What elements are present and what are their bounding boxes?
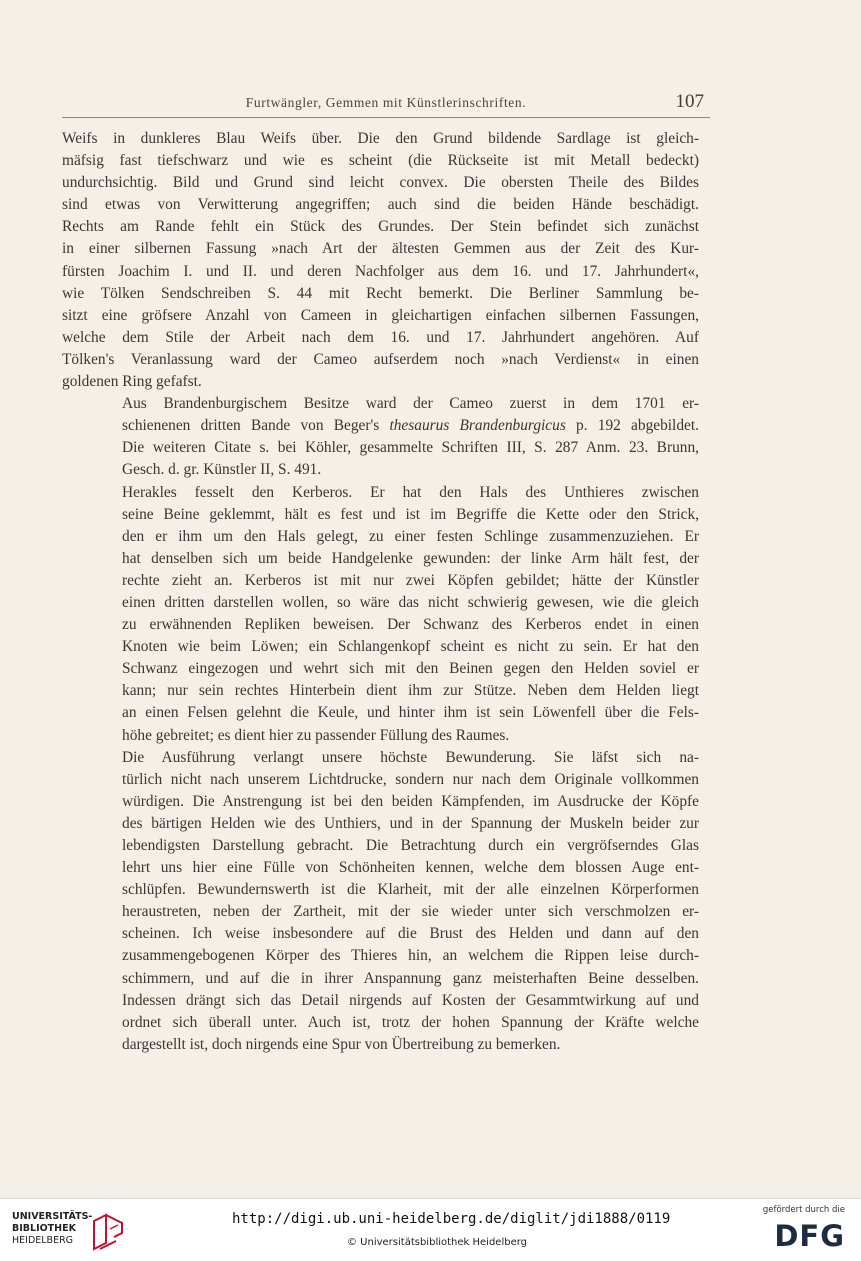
text-line: seine Beine geklemmt, hält es fest und ist im Begriffe die Kette oder den Strick,: [122, 505, 699, 523]
page-number: 107: [675, 91, 704, 112]
text-line: an einen Felsen gelehnt die Keule, und hinter ihm ist sein Löwenfell über die Fels-: [122, 704, 699, 722]
text-line: Die weiteren Citate s. bei Köhler, gesammelte Schriften III, S. 287 Anm. 23. Brunn,: [122, 439, 699, 457]
text-line: zu erwähnenden Repliken beweisen. Der Schwanz des Kerberos endet in einen: [122, 616, 699, 634]
text-line: sitzt eine gröfsere Anzahl von Cameen in gleichartigen einfachen silbernen Fassungen,: [62, 306, 699, 324]
text-line: mäfsig fast tiefschwarz und wie es scheint (die Rückseite ist mit Metall bedeckt): [62, 152, 699, 170]
paragraph: [62, 747, 699, 1056]
viewer-footer: [0, 1198, 861, 1261]
text-line: zusammengebogenen Körper des Thieres hin, an welchem die Rippen leise durch-: [122, 947, 699, 965]
library-name: [12, 1211, 92, 1247]
italic-title: thesaurus Brandenburgicus: [389, 417, 566, 435]
text-line: wie Tölken Sendschreiben S. 44 mit Recht bemerkt. Die Berliner Sammlung be-: [62, 284, 699, 302]
text-line: schienenen dritten Bande von Beger's thesaurus Brandenburgicus p. 192 abgebildet.: [122, 417, 699, 435]
text-line: goldenen Ring gefafst.: [62, 373, 202, 391]
text-line: ordnet sich überall unter. Auch ist, trotz der hohen Spannung der Kräfte welche: [122, 1013, 699, 1031]
text-line: würdigen. Die Anstrengung ist bei den beiden Kämpfenden, im Ausdrucke der Köpfe: [122, 792, 699, 810]
text-line: Schwanz eingezogen und wehrt sich mit den Beinen gegen den Helden soviel er: [122, 660, 699, 678]
text-line: Indessen drängt sich das Detail nirgends auf Kosten der Gesammtwirkung auf und: [122, 991, 699, 1009]
text-line: lehrt uns hier eine Fülle von Schönheiten kennen, welche dem blossen Auge ent-: [122, 859, 699, 877]
text-line: des bärtigen Helden wie des Unthiers, und in der Spannung der Muskeln beider zur: [122, 814, 699, 832]
text-line: hat denselben sich um beide Handgelenke gewunden: der linke Arm hält fest, der: [122, 549, 699, 567]
text-line: heraustreten, neben der Zartheit, mit der sie wieder unter sich verschmolzen er-: [122, 903, 699, 921]
text-line: schlüpfen. Bewundernswerth ist die Klarheit, mit der alle einzelnen Körperformen: [122, 881, 699, 899]
running-title: Furtwängler, Gemmen mit Künstlerinschriften.: [245, 95, 527, 110]
university-library-logo[interactable]: [12, 1211, 142, 1251]
text-line: dargestellt ist, doch nirgends eine Spur von Übertreibung zu bemerken.: [122, 1035, 561, 1053]
dfg-logo-text: DFG: [774, 1219, 845, 1253]
text-line: in einer silbernen Fassung »nach Art der ältesten Gemmen aus der Zeit des Kur-: [62, 240, 699, 258]
text-line: kann; nur sein rechtes Hinterbein dient ihm zur Stütze. Neben dem Helden liegt: [122, 682, 699, 700]
text-line: Herakles fesselt den Kerberos. Er hat den Hals des Unthieres zwischen: [122, 483, 699, 501]
text-line: undurchsichtig. Bild und Grund sind leicht convex. Die obersten Theile des Bildes: [62, 174, 699, 192]
text-line: Die Ausführung verlangt unsere höchste Bewunderung. Sie läfst sich na-: [122, 748, 699, 766]
body-text: [62, 128, 699, 1056]
text-line: türlich nicht nach unserem Lichtdrucke, sondern nur nach dem Originale vollkommen: [122, 770, 699, 788]
copyright-notice: © Universitätsbibliothek Heidelberg: [347, 1237, 528, 1248]
text-line: Knoten wie beim Löwen; ein Schlangenkopf scheint es nicht zu sein. Er hat den: [122, 638, 699, 656]
library-name-line-3: HEIDELBERG: [12, 1235, 74, 1246]
text-line: höhe gebreitet; es dient hier zu passender Füllung des Raumes.: [122, 726, 510, 744]
dfg-sponsor-logo[interactable]: [753, 1205, 845, 1255]
text-line: Rechts am Rande fehlt ein Stück des Grundes. Der Stein befindet sich zunächst: [62, 218, 699, 236]
library-name-line-2: BIBLIOTHEK: [12, 1223, 76, 1234]
text-line: welche dem Stile der Arbeit nach dem 16. und 17. Jahrhundert angehören. Auf: [62, 328, 699, 346]
paragraph: [62, 482, 699, 747]
text-line: rechte zieht an. Kerberos ist mit nur zwei Köpfen gebildet; hätte der Künstler: [122, 571, 699, 589]
text-line: schimmern, und auf die in ihrer Anspannung ganz meisterhaften Beine desselben.: [122, 969, 699, 987]
text-line: fürsten Joachim I. und II. und deren Nachfolger aus dem 16. und 17. Jahrhundert«,: [62, 262, 699, 280]
text-line: Tölken's Veranlassung ward der Cameo aufserdem noch »nach Verdienst« in einen: [62, 350, 699, 368]
paragraph: [62, 128, 699, 393]
text-line: einen dritten darstellen wollen, so wäre das nicht schwierig gewesen, wie die gleich: [122, 593, 699, 611]
text-line: Weifs in dunkleres Blau Weifs über. Die den Grund bildende Sardlage ist gleich-: [62, 130, 699, 147]
sponsor-label: gefördert durch die: [762, 1205, 845, 1215]
text-line: Aus Brandenburgischem Besitze ward der Cameo zuerst in dem 1701 er-: [122, 395, 699, 413]
text-line: den er ihm um den Hals gelegt, zu einer festen Schlinge zusammenzuziehen. Er: [122, 527, 699, 545]
text-line: lebendigsten Darstellung gebracht. Die Betrachtung durch ein vergröfserndes Glas: [122, 837, 699, 854]
library-name-line-1: UNIVERSITÄTS-: [12, 1211, 93, 1222]
paragraph: [62, 393, 699, 481]
running-header: [62, 93, 710, 118]
text-line: Gesch. d. gr. Künstler II, S. 491.: [122, 461, 322, 479]
permalink-url[interactable]: http://digi.ub.uni-heidelberg.de/diglit/jdi1888/0119: [232, 1211, 671, 1227]
text-line: scheinen. Ich weise insbesondere auf die Brust des Helden und dann auf den: [122, 925, 699, 943]
text-line: sind etwas von Verwitterung angegriffen; auch sind die beiden Hände beschädigt.: [62, 196, 699, 214]
library-mark-icon: [86, 1211, 132, 1253]
